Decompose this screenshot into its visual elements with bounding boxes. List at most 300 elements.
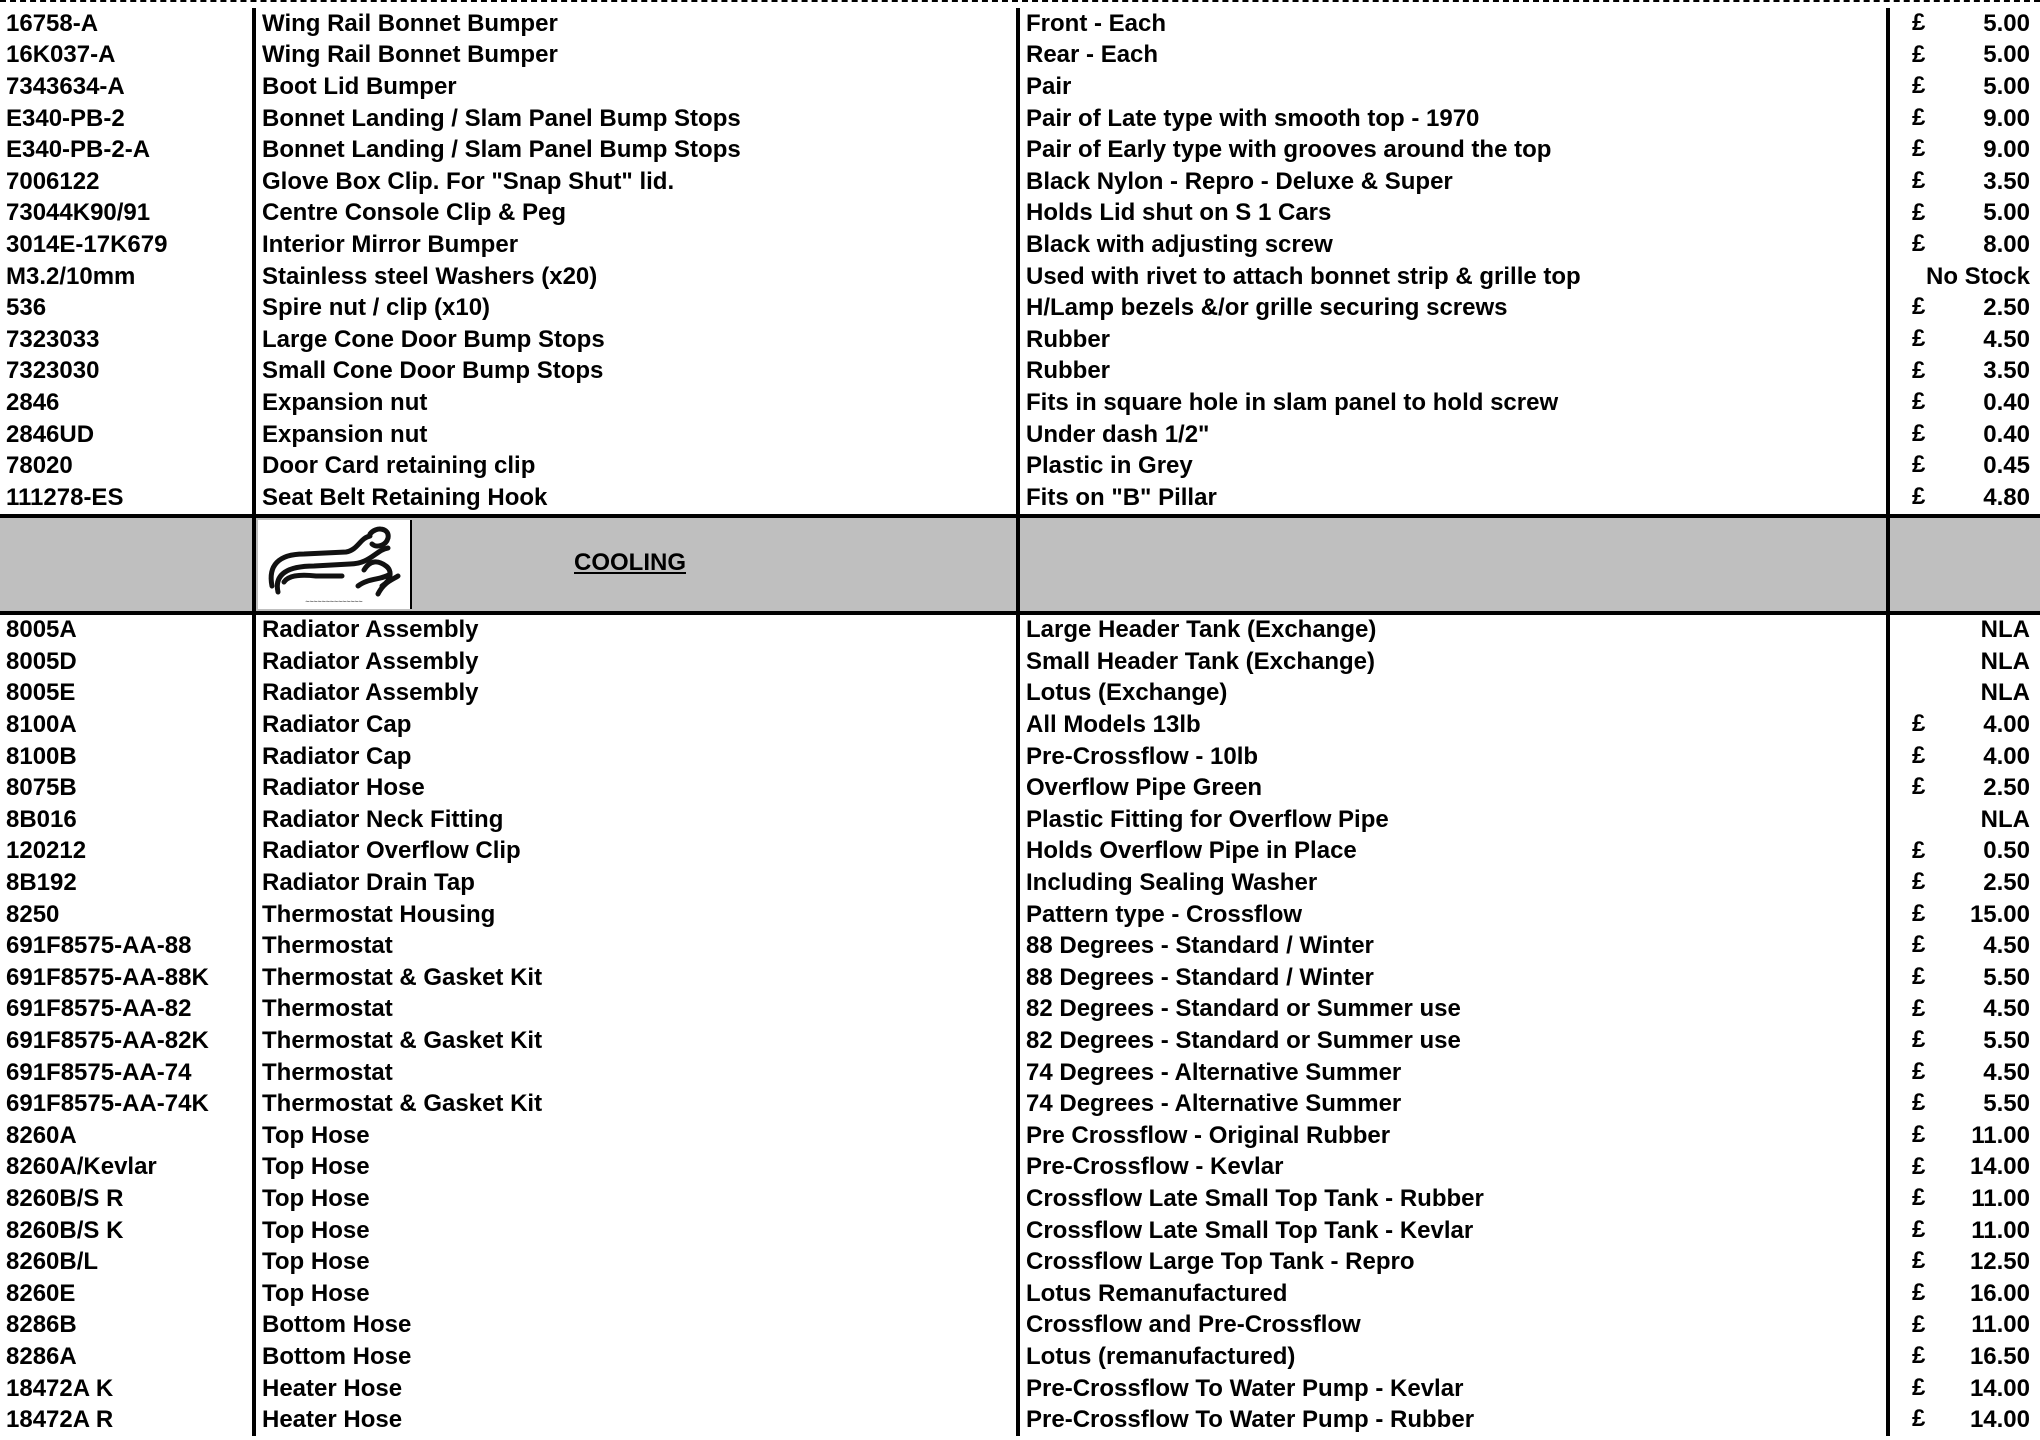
currency-symbol: £ [1912, 899, 1926, 927]
description-cell: Small Cone Door Bump Stops [254, 356, 1018, 388]
price-cell [1888, 482, 2040, 516]
price-cell [1888, 741, 2040, 773]
note-cell: Pattern type - Crossflow [1018, 899, 1888, 931]
description-cell: Radiator Overflow Clip [254, 836, 1018, 868]
description-cell: Top Hose [254, 1152, 1018, 1184]
section-price-cell [1888, 516, 2040, 613]
part-number-cell: 536 [0, 292, 254, 324]
description-cell: Thermostat & Gasket Kit [254, 1088, 1018, 1120]
price-value: 11.00 [1971, 1184, 2030, 1212]
currency-symbol: £ [1912, 356, 1926, 384]
price-cell [1888, 804, 2040, 836]
table-row [0, 1152, 2040, 1184]
table-row [0, 804, 2040, 836]
note-cell: 82 Degrees - Standard or Summer use [1018, 1025, 1888, 1057]
description-cell: Thermostat & Gasket Kit [254, 1025, 1018, 1057]
price-cell [1888, 678, 2040, 710]
price-value: 4.50 [1983, 932, 2030, 960]
part-number-cell: 8B192 [0, 867, 254, 899]
price-value: 16.00 [1969, 1279, 2030, 1307]
description-cell: Heater Hose [254, 1404, 1018, 1436]
price-value: 5.00 [1983, 41, 2030, 69]
price-cell [1888, 709, 2040, 741]
part-number-cell: 3014E-17K679 [0, 229, 254, 261]
price-cell [1888, 356, 2040, 388]
part-number-cell: 691F8575-AA-82 [0, 994, 254, 1026]
price-cell [1888, 292, 2040, 324]
section-title: COOLING [574, 548, 686, 576]
table-row [0, 387, 2040, 419]
price-value: 8.00 [1983, 230, 2030, 258]
table-row [0, 678, 2040, 710]
price-cell [1888, 261, 2040, 293]
part-number-cell: 8286A [0, 1341, 254, 1373]
part-number-cell: E340-PB-2-A [0, 134, 254, 166]
price-cell [1888, 1120, 2040, 1152]
description-cell: Bottom Hose [254, 1341, 1018, 1373]
table-row [0, 229, 2040, 261]
price-cell [1888, 198, 2040, 230]
part-number-cell: 78020 [0, 450, 254, 482]
price-cell [1888, 867, 2040, 899]
price-value: 5.00 [1983, 199, 2030, 227]
price-value: 11.00 [1971, 1121, 2030, 1149]
table-row [0, 198, 2040, 230]
part-number-cell: 18472A R [0, 1404, 254, 1436]
note-cell: Pre-Crossflow To Water Pump - Kevlar [1018, 1373, 1888, 1405]
table-row [0, 1404, 2040, 1436]
note-cell: Lotus Remanufactured [1018, 1278, 1888, 1310]
description-cell: Radiator Hose [254, 772, 1018, 804]
note-cell: Pre-Crossflow - 10lb [1018, 741, 1888, 773]
price-cell [1888, 324, 2040, 356]
part-number-cell: 8260B/L [0, 1246, 254, 1278]
currency-symbol: £ [1912, 1152, 1926, 1180]
note-cell: Plastic Fitting for Overflow Pipe [1018, 804, 1888, 836]
price-cell [1888, 1215, 2040, 1247]
table-row [0, 166, 2040, 198]
part-number-cell: 691F8575-AA-74K [0, 1088, 254, 1120]
note-cell: Pre Crossflow - Original Rubber [1018, 1120, 1888, 1152]
description-cell: Radiator Cap [254, 709, 1018, 741]
price-value: 5.00 [1983, 72, 2030, 100]
price-value: 3.50 [1983, 167, 2030, 195]
table-row [0, 1246, 2040, 1278]
currency-symbol: £ [1912, 773, 1926, 801]
note-cell: H/Lamp bezels &/or grille securing screws [1018, 292, 1888, 324]
price-cell [1888, 772, 2040, 804]
currency-symbol: £ [1912, 994, 1926, 1022]
price-value: NLA [1980, 616, 2030, 644]
currency-symbol: £ [1912, 963, 1926, 991]
currency-symbol: £ [1912, 1089, 1926, 1117]
note-cell: Holds Overflow Pipe in Place [1018, 836, 1888, 868]
table-row [0, 962, 2040, 994]
description-cell: Thermostat [254, 994, 1018, 1026]
price-value: 4.50 [1983, 1058, 2030, 1086]
table-row [0, 419, 2040, 451]
currency-symbol: £ [1912, 1247, 1926, 1275]
price-cell [1888, 994, 2040, 1026]
currency-symbol: £ [1912, 198, 1926, 226]
table-row [0, 134, 2040, 166]
section-part-cell [0, 516, 254, 613]
price-cell [1888, 103, 2040, 135]
top-rows [0, 8, 2040, 516]
note-cell: 74 Degrees - Alternative Summer [1018, 1088, 1888, 1120]
part-number-cell: 691F8575-AA-82K [0, 1025, 254, 1057]
table-row [0, 103, 2040, 135]
price-value: 3.50 [1983, 357, 2030, 385]
table-row [0, 1088, 2040, 1120]
price-cell [1888, 166, 2040, 198]
part-number-cell: 8005D [0, 646, 254, 678]
price-value: 5.00 [1983, 9, 2030, 37]
part-number-cell: 691F8575-AA-88K [0, 962, 254, 994]
currency-symbol: £ [1912, 166, 1926, 194]
price-cell [1888, 1057, 2040, 1089]
note-cell: Holds Lid shut on S 1 Cars [1018, 198, 1888, 230]
note-cell: Under dash 1/2" [1018, 419, 1888, 451]
currency-symbol: £ [1912, 40, 1926, 68]
part-number-cell: 120212 [0, 836, 254, 868]
note-cell: Crossflow Late Small Top Tank - Rubber [1018, 1183, 1888, 1215]
currency-symbol: £ [1912, 324, 1926, 352]
price-cell [1888, 1183, 2040, 1215]
part-number-cell: 2846 [0, 387, 254, 419]
note-cell: Pair of Late type with smooth top - 1970 [1018, 103, 1888, 135]
currency-symbol: £ [1912, 135, 1926, 163]
note-cell: Crossflow and Pre-Crossflow [1018, 1310, 1888, 1342]
price-cell [1888, 40, 2040, 72]
note-cell: Plastic in Grey [1018, 450, 1888, 482]
price-value: 14.00 [1969, 1406, 2030, 1434]
description-cell: Heater Hose [254, 1373, 1018, 1405]
price-value: 0.40 [1983, 420, 2030, 448]
description-cell: Top Hose [254, 1215, 1018, 1247]
part-number-cell: 8075B [0, 772, 254, 804]
price-value: 4.00 [1983, 742, 2030, 770]
price-value: 16.50 [1969, 1342, 2030, 1370]
currency-symbol: £ [1912, 710, 1926, 738]
part-number-cell: E340-PB-2 [0, 103, 254, 135]
table-row [0, 613, 2040, 647]
description-cell: Boot Lid Bumper [254, 71, 1018, 103]
description-cell: Spire nut / clip (x10) [254, 292, 1018, 324]
table-row [0, 482, 2040, 516]
part-number-cell: 16758-A [0, 8, 254, 40]
note-cell: Fits on "B" Pillar [1018, 482, 1888, 516]
note-cell: Rubber [1018, 324, 1888, 356]
description-cell: Bonnet Landing / Slam Panel Bump Stops [254, 134, 1018, 166]
table-row [0, 324, 2040, 356]
part-number-cell: 111278-ES [0, 482, 254, 516]
price-cell [1888, 419, 2040, 451]
description-cell: Radiator Assembly [254, 646, 1018, 678]
description-cell: Radiator Neck Fitting [254, 804, 1018, 836]
table-row [0, 71, 2040, 103]
table-row [0, 450, 2040, 482]
table-row [0, 1183, 2040, 1215]
page-break-line [0, 0, 2040, 2]
part-number-cell: 8100A [0, 709, 254, 741]
part-number-cell: 8250 [0, 899, 254, 931]
price-value: 5.50 [1983, 963, 2030, 991]
price-value: 9.00 [1983, 104, 2030, 132]
price-value: 11.00 [1971, 1216, 2030, 1244]
part-number-cell: 73044K90/91 [0, 198, 254, 230]
description-cell: Thermostat & Gasket Kit [254, 962, 1018, 994]
description-cell: Thermostat Housing [254, 899, 1018, 931]
table-row [0, 1341, 2040, 1373]
note-cell: Rear - Each [1018, 40, 1888, 72]
currency-symbol: £ [1912, 103, 1926, 131]
table-row [0, 8, 2040, 40]
description-cell: Wing Rail Bonnet Bumper [254, 8, 1018, 40]
description-cell: Expansion nut [254, 387, 1018, 419]
part-number-cell: M3.2/10mm [0, 261, 254, 293]
note-cell: Lotus (Exchange) [1018, 678, 1888, 710]
price-value: 5.50 [1983, 1027, 2030, 1055]
part-number-cell: 8260E [0, 1278, 254, 1310]
part-number-cell: 16K037-A [0, 40, 254, 72]
section-note-cell [1018, 516, 1888, 613]
price-value: 2.50 [1983, 869, 2030, 897]
price-cell [1888, 1246, 2040, 1278]
table-row [0, 930, 2040, 962]
part-number-cell: 691F8575-AA-74 [0, 1057, 254, 1089]
part-number-cell: 691F8575-AA-88 [0, 930, 254, 962]
price-value: 4.80 [1983, 483, 2030, 511]
price-value: 4.50 [1983, 325, 2030, 353]
currency-symbol: £ [1912, 1405, 1926, 1433]
description-cell: Interior Mirror Bumper [254, 229, 1018, 261]
description-cell: Centre Console Clip & Peg [254, 198, 1018, 230]
part-number-cell: 8260B/S K [0, 1215, 254, 1247]
description-cell: Door Card retaining clip [254, 450, 1018, 482]
part-number-cell: 8260A/Kevlar [0, 1152, 254, 1184]
parts-price-table [0, 8, 2040, 1436]
price-cell [1888, 1341, 2040, 1373]
part-number-cell: 7006122 [0, 166, 254, 198]
note-cell: 88 Degrees - Standard / Winter [1018, 962, 1888, 994]
part-number-cell: 8260A [0, 1120, 254, 1152]
table-row [0, 709, 2040, 741]
price-value: 12.50 [1969, 1248, 2030, 1276]
part-number-cell: 7323030 [0, 356, 254, 388]
part-number-cell: 8100B [0, 741, 254, 773]
price-cell [1888, 1025, 2040, 1057]
currency-symbol: £ [1912, 868, 1926, 896]
price-value: No Stock [1925, 262, 2030, 290]
currency-symbol: £ [1912, 741, 1926, 769]
table-row [0, 1215, 2040, 1247]
currency-symbol: £ [1912, 931, 1926, 959]
note-cell: Including Sealing Washer [1018, 867, 1888, 899]
part-number-cell: 8005A [0, 613, 254, 647]
price-cell [1888, 229, 2040, 261]
table-row [0, 1025, 2040, 1057]
price-cell [1888, 646, 2040, 678]
note-cell: Crossflow Large Top Tank - Repro [1018, 1246, 1888, 1278]
svg-text:~~~~~~~~~~~~~~: ~~~~~~~~~~~~~~ [305, 598, 363, 606]
price-cell [1888, 962, 2040, 994]
price-cell [1888, 134, 2040, 166]
section-header [0, 516, 2040, 613]
table-row [0, 261, 2040, 293]
price-cell [1888, 899, 2040, 931]
currency-symbol: £ [1912, 451, 1926, 479]
currency-symbol: £ [1912, 1057, 1926, 1085]
table-row [0, 1278, 2040, 1310]
description-cell: Glove Box Clip. For "Snap Shut" lid. [254, 166, 1018, 198]
price-value: 2.50 [1983, 774, 2030, 802]
price-value: NLA [1980, 805, 2030, 833]
currency-symbol: £ [1912, 419, 1926, 447]
price-value: 9.00 [1983, 136, 2030, 164]
table-row [0, 867, 2040, 899]
part-number-cell: 18472A K [0, 1373, 254, 1405]
description-cell: Top Hose [254, 1246, 1018, 1278]
part-number-cell: 8286B [0, 1310, 254, 1342]
price-value: 0.50 [1983, 837, 2030, 865]
price-cell [1888, 1310, 2040, 1342]
price-value: 15.00 [1969, 900, 2030, 928]
note-cell: Overflow Pipe Green [1018, 772, 1888, 804]
note-cell: Rubber [1018, 356, 1888, 388]
note-cell: Pre-Crossflow - Kevlar [1018, 1152, 1888, 1184]
price-cell [1888, 1152, 2040, 1184]
note-cell: Lotus (remanufactured) [1018, 1341, 1888, 1373]
currency-symbol: £ [1912, 482, 1926, 510]
price-cell [1888, 930, 2040, 962]
part-number-cell: 7343634-A [0, 71, 254, 103]
table-row [0, 1373, 2040, 1405]
price-cell [1888, 613, 2040, 647]
currency-symbol: £ [1912, 388, 1926, 416]
currency-symbol: £ [1912, 1278, 1926, 1306]
part-number-cell: 2846UD [0, 419, 254, 451]
note-cell: Black with adjusting screw [1018, 229, 1888, 261]
description-cell: Stainless steel Washers (x20) [254, 261, 1018, 293]
table-row [0, 646, 2040, 678]
table-row [0, 836, 2040, 868]
price-cell [1888, 836, 2040, 868]
note-cell: Front - Each [1018, 8, 1888, 40]
note-cell: 82 Degrees - Standard or Summer use [1018, 994, 1888, 1026]
price-value: 14.00 [1969, 1153, 2030, 1181]
section-desc-cell [254, 516, 1018, 613]
table-row [0, 292, 2040, 324]
price-value: 14.00 [1969, 1374, 2030, 1402]
price-cell [1888, 1088, 2040, 1120]
price-value: NLA [1980, 647, 2030, 675]
price-value: 4.00 [1983, 711, 2030, 739]
description-cell: Large Cone Door Bump Stops [254, 324, 1018, 356]
price-value: NLA [1980, 679, 2030, 707]
table-row [0, 772, 2040, 804]
cooling-rows [0, 613, 2040, 1436]
note-cell: Used with rivet to attach bonnet strip & grille top [1018, 261, 1888, 293]
description-cell: Wing Rail Bonnet Bumper [254, 40, 1018, 72]
price-cell [1888, 1373, 2040, 1405]
section-row-cooling [0, 516, 2040, 613]
description-cell: Top Hose [254, 1278, 1018, 1310]
currency-symbol: £ [1912, 1215, 1926, 1243]
table-row [0, 994, 2040, 1026]
part-number-cell: 8260B/S R [0, 1183, 254, 1215]
description-cell: Radiator Assembly [254, 613, 1018, 647]
note-cell: Black Nylon - Repro - Deluxe & Super [1018, 166, 1888, 198]
price-value: 5.50 [1983, 1090, 2030, 1118]
currency-symbol: £ [1912, 230, 1926, 258]
currency-symbol: £ [1912, 836, 1926, 864]
description-cell: Bonnet Landing / Slam Panel Bump Stops [254, 103, 1018, 135]
table-row [0, 899, 2040, 931]
note-cell: Pair [1018, 71, 1888, 103]
description-cell: Radiator Drain Tap [254, 867, 1018, 899]
currency-symbol: £ [1912, 1121, 1926, 1148]
currency-symbol: £ [1912, 1342, 1926, 1370]
description-cell: Thermostat [254, 1057, 1018, 1089]
note-cell: Small Header Tank (Exchange) [1018, 646, 1888, 678]
part-number-cell: 8005E [0, 678, 254, 710]
price-cell [1888, 387, 2040, 419]
note-cell: 74 Degrees - Alternative Summer [1018, 1057, 1888, 1089]
note-cell: 88 Degrees - Standard / Winter [1018, 930, 1888, 962]
table-row [0, 741, 2040, 773]
currency-symbol: £ [1912, 1026, 1926, 1054]
description-cell: Top Hose [254, 1120, 1018, 1152]
currency-symbol: £ [1912, 1310, 1926, 1338]
radiator-hose-icon [258, 520, 412, 609]
table-row [0, 1310, 2040, 1342]
description-cell: Radiator Assembly [254, 678, 1018, 710]
currency-symbol: £ [1912, 72, 1926, 100]
part-number-cell: 7323033 [0, 324, 254, 356]
price-value: 4.50 [1983, 995, 2030, 1023]
price-cell [1888, 71, 2040, 103]
description-cell: Bottom Hose [254, 1310, 1018, 1342]
note-cell: Pre-Crossflow To Water Pump - Rubber [1018, 1404, 1888, 1436]
price-cell [1888, 8, 2040, 40]
table-row [0, 356, 2040, 388]
currency-symbol: £ [1912, 9, 1926, 36]
price-value: 0.45 [1983, 452, 2030, 480]
price-cell [1888, 450, 2040, 482]
currency-symbol: £ [1912, 1184, 1926, 1212]
description-cell: Top Hose [254, 1183, 1018, 1215]
price-value: 0.40 [1983, 388, 2030, 416]
note-cell: Fits in square hole in slam panel to hold screw [1018, 387, 1888, 419]
table-row [0, 40, 2040, 72]
note-cell: Large Header Tank (Exchange) [1018, 613, 1888, 647]
note-cell: Pair of Early type with grooves around the top [1018, 134, 1888, 166]
description-cell: Expansion nut [254, 419, 1018, 451]
currency-symbol: £ [1912, 293, 1926, 321]
price-cell [1888, 1278, 2040, 1310]
price-value: 2.50 [1983, 294, 2030, 322]
note-cell: All Models 13lb [1018, 709, 1888, 741]
price-cell [1888, 1404, 2040, 1436]
price-value: 11.00 [1971, 1311, 2030, 1339]
description-cell: Seat Belt Retaining Hook [254, 482, 1018, 516]
note-cell: Crossflow Late Small Top Tank - Kevlar [1018, 1215, 1888, 1247]
description-cell: Thermostat [254, 930, 1018, 962]
table-row [0, 1057, 2040, 1089]
currency-symbol: £ [1912, 1373, 1926, 1401]
part-number-cell: 8B016 [0, 804, 254, 836]
